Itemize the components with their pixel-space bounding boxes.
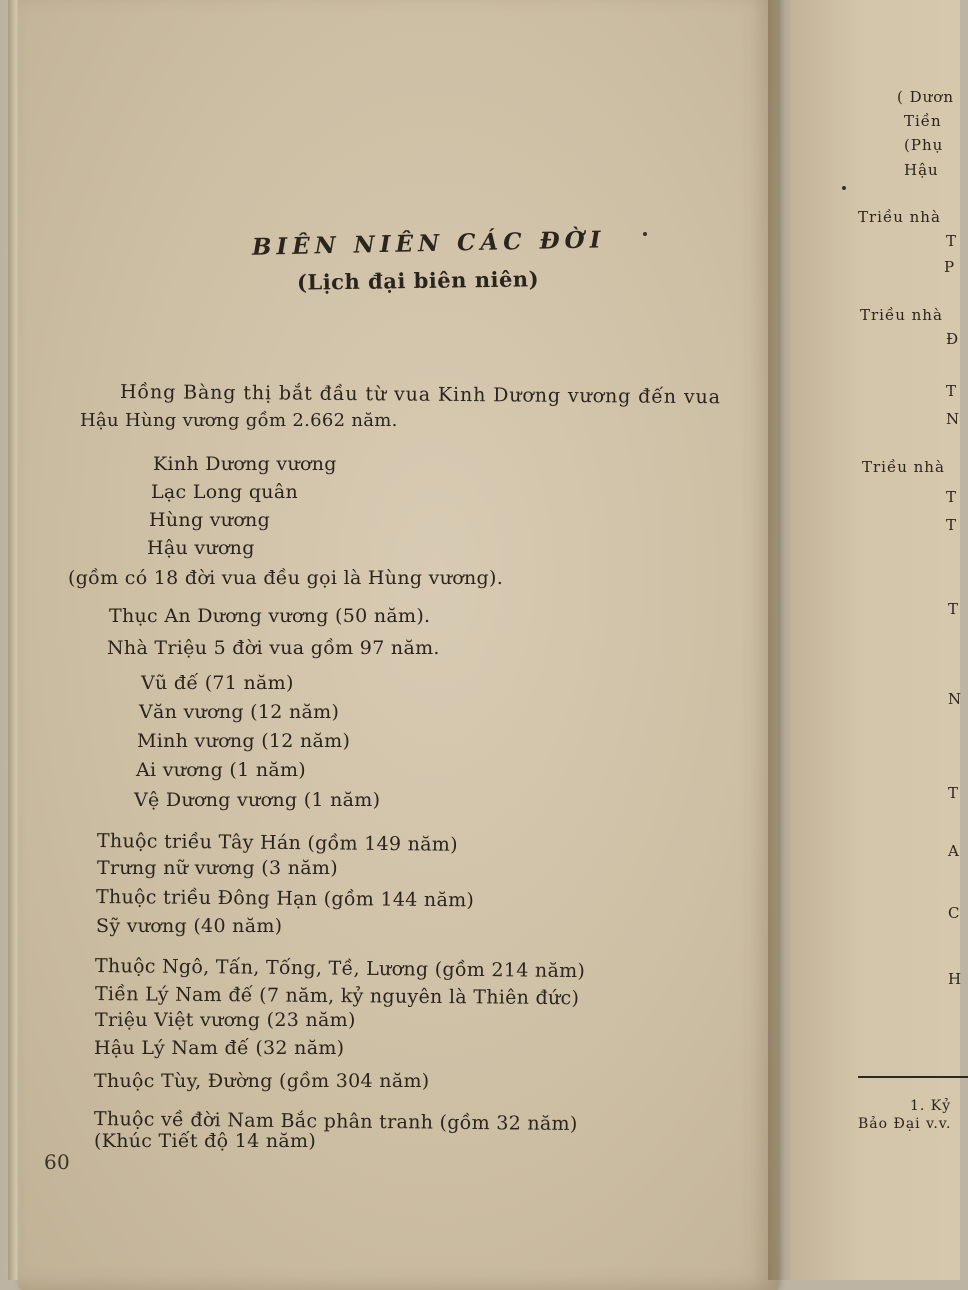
right-line: Đ: [946, 330, 960, 348]
right-line: Triều nhà: [860, 306, 943, 324]
king-line: Lạc Long quân: [151, 481, 298, 503]
right-line: N: [946, 410, 961, 428]
right-line: (Phụ: [904, 136, 944, 154]
right-line: Triều nhà: [858, 208, 941, 226]
period-line: (Khúc Tiết độ 14 năm): [94, 1130, 317, 1152]
right-line: T: [946, 516, 958, 534]
trieu-king-line: Minh vương (12 năm): [137, 730, 351, 752]
right-line: T: [948, 600, 960, 618]
footnote-rule: [858, 1076, 968, 1078]
intro-line-2: Hậu Hùng vương gồm 2.662 năm.: [80, 410, 398, 431]
right-line: Triều nhà: [862, 458, 945, 476]
ink-speck: [643, 232, 647, 236]
period-line: Trưng nữ vương (3 năm): [97, 857, 338, 879]
trieu-line: Nhà Triệu 5 đời vua gồm 97 năm.: [107, 637, 440, 659]
right-line: T: [946, 232, 958, 250]
period-line: Triệu Việt vương (23 năm): [95, 1009, 356, 1031]
right-line: ( Dươn: [897, 88, 954, 106]
page-number: 60: [44, 1150, 71, 1174]
right-line: Hậu: [904, 161, 939, 179]
trieu-king-line: Ai vương (1 năm): [136, 759, 307, 781]
right-line: H: [948, 970, 963, 988]
right-line: T: [946, 382, 958, 400]
period-line: Thuộc về đời Nam Bắc phân tranh (gồm 32 năm): [93, 1108, 578, 1136]
king-line: Kinh Dương vương: [153, 453, 337, 475]
period-line: Thuộc triều Đông Hạn (gồm 144 năm): [95, 886, 475, 912]
trieu-king-line: Văn vương (12 năm): [139, 701, 340, 723]
trieu-king-line: Vũ đế (71 năm): [141, 672, 294, 694]
ink-speck: [842, 186, 846, 190]
period-line: Thuộc triều Tây Hán (gồm 149 năm): [96, 830, 458, 856]
page-subtitle: (Lịch đại biên niên): [296, 266, 540, 295]
thuc-line: Thục An Dương vương (50 năm).: [109, 605, 431, 627]
right-line: N: [948, 690, 963, 708]
trieu-king-line: Vệ Dương vương (1 năm): [134, 789, 381, 811]
period-line: Sỹ vương (40 năm): [96, 915, 283, 937]
right-line: P: [944, 258, 956, 276]
right-page: [790, 0, 963, 1280]
right-line: T: [946, 488, 958, 506]
page-title: BIÊN NIÊN CÁC ĐỜI: [251, 226, 606, 261]
footnote-line: Bảo Đại v.v.: [858, 1116, 952, 1132]
period-line: Tiền Lý Nam đế (7 năm, kỷ nguyên là Thiên đức): [94, 983, 580, 1010]
period-line: Thuộc Tùy, Đường (gồm 304 năm): [94, 1070, 430, 1092]
hung-note: (gồm có 18 đời vua đều gọi là Hùng vương).: [68, 567, 504, 589]
king-line: Hùng vương: [149, 509, 271, 531]
right-line: A: [948, 842, 960, 860]
king-line: Hậu vương: [147, 537, 255, 559]
footnote-line: 1. Kỷ: [910, 1098, 952, 1114]
period-line: Thuộc Ngô, Tấn, Tống, Tề, Lương (gồm 214 năm): [94, 955, 586, 983]
intro-line-1: Hồng Bàng thị bắt đầu từ vua Kinh Dương vương đến vua: [119, 381, 722, 409]
right-line: C: [948, 904, 961, 922]
right-line: T: [948, 784, 960, 802]
period-line: Hậu Lý Nam đế (32 năm): [94, 1037, 345, 1059]
right-line: Tiền: [904, 112, 942, 130]
